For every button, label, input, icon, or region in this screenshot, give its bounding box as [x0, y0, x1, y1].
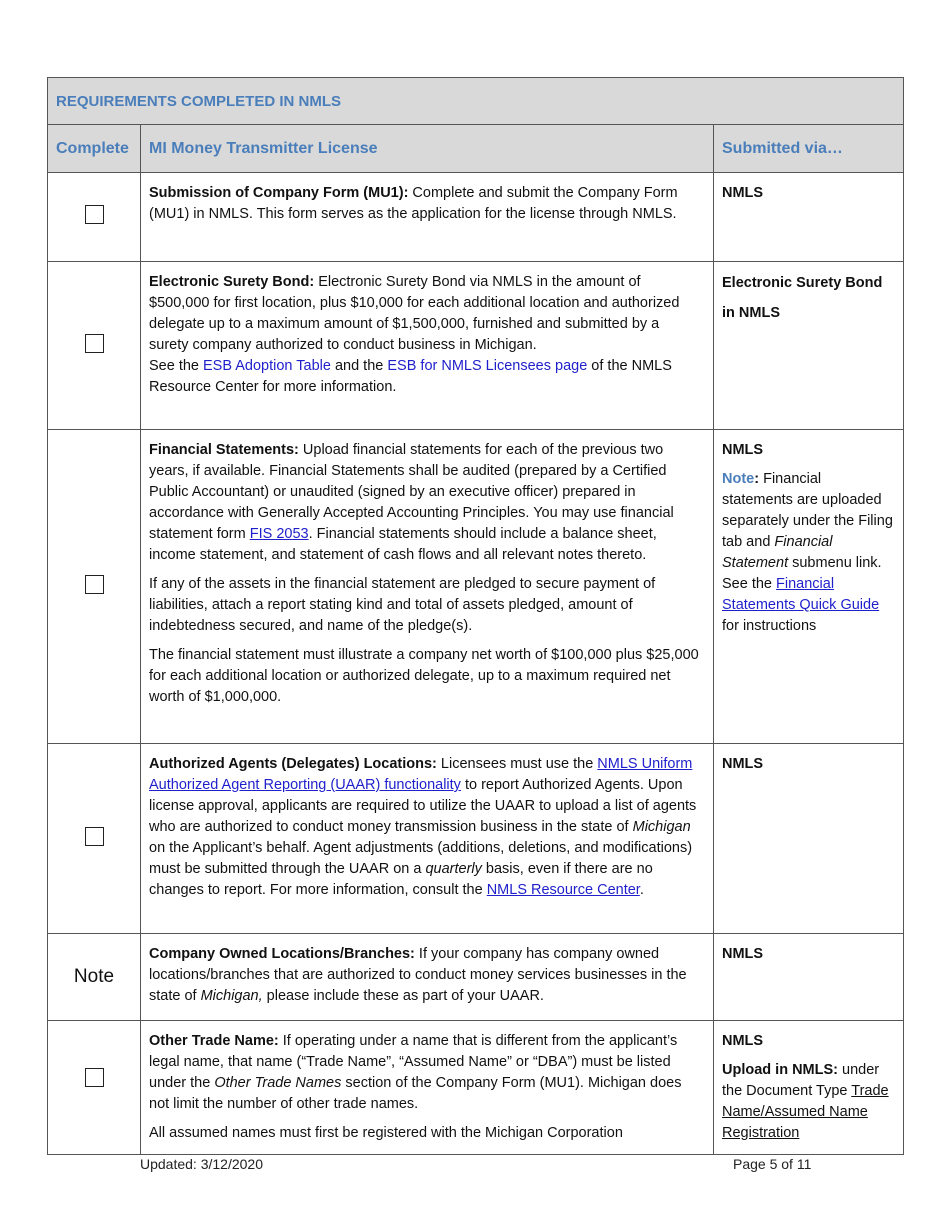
table-row — [48, 173, 904, 262]
complete-checkbox[interactable] — [85, 205, 104, 224]
complete-checkbox[interactable] — [85, 334, 104, 353]
submitted-via: NMLS — [714, 173, 904, 262]
complete-checkbox[interactable] — [85, 575, 104, 594]
fis-2053-link[interactable]: FIS 2053 — [249, 526, 309, 542]
requirement-text: Company Owned Locations/Branches: If your company has company owned locations/branches that are authorized to conduct money services businesses in the state of Michigan, please include these as part of your UAAR. — [141, 934, 714, 1021]
financial-statements-quick-guide-link[interactable]: Financial Statements Quick Guide — [722, 576, 880, 613]
nmls-uaar-link[interactable]: NMLS Uniform Authorized Agent Reporting (UAAR) functionality — [149, 756, 693, 793]
requirement-text: Submission of Company Form (MU1): Complete and submit the Company Form (MU1) in NMLS. This form serves as the application for the license through NMLS. — [141, 173, 714, 262]
submitted-via: NMLS Note: Financial statements are uploaded separately under the Filing tab and Financial Statement submenu link. See the Financial Statements Quick Guide for instructions — [714, 430, 904, 744]
footer-page-number: Page 5 of 11 — [733, 1156, 812, 1172]
table-row — [48, 744, 904, 934]
column-header-license: MI Money Transmitter License — [141, 125, 714, 173]
table-row — [48, 262, 904, 430]
requirement-text: Authorized Agents (Delegates) Locations: Licensees must use the NMLS Uniform Authorized Agent Reporting (UAAR) functionality to report Authorized Agents. Upon license approval, applicants are required to utilize the UAAR to upload a list of agents who are authorized to conduct money transmission business in the state of Michigan on the Applicant’s behalf. Agent adjustments (additions, deletions, and modifications) must be submitted through the UAAR on a quarterly basis, even if there are no changes to report. For more information, consult the NMLS Resource Center. — [141, 744, 714, 934]
table-title-row — [48, 78, 904, 125]
nmls-resource-center-link[interactable]: NMLS Resource Center — [486, 882, 640, 898]
table-row — [48, 430, 904, 744]
complete-checkbox[interactable] — [85, 1068, 104, 1087]
complete-checkbox[interactable] — [85, 827, 104, 846]
footer-updated: Updated: 3/12/2020 — [140, 1156, 263, 1172]
column-header-complete: Complete — [48, 125, 141, 173]
submitted-via: Electronic Surety Bond in NMLS — [714, 262, 904, 430]
requirement-text: Other Trade Name: If operating under a name that is different from the applicant’s legal name, that name (“Trade Name”, “Assumed Name” or “DBA”) must be listed under the Other Trade Names section of the Company Form (MU1). Michigan does not limit the number of other trade names. All assumed names must first be registered with the Michigan Corporation — [141, 1021, 714, 1155]
submitted-via: NMLS — [714, 744, 904, 934]
requirement-text: Financial Statements: Upload financial statements for each of the previous two years, if available. Financial Statements shall be audited (prepared by a Certified Public Accountant) or unaudited (signed by an executive officer) prepared in accordance with Generally Accepted Accounting Principles. You may use financial statement form FIS 2053. Financial statements should include a balance sheet, income statement, and statement of cash flows and all relevant notes thereto. If any of the assets in the financial statement are pledged to secure payment of liabilities, attach a report stating kind and total of assets pledged, amount of indebtedness secured, and name of the pledge(s). The financial statement must illustrate a company net worth of $100,000 plus $25,000 for each additional location or authorized delegate, up to a maximum required net worth of $1,000,000. — [141, 430, 714, 744]
column-header-via: Submitted via… — [714, 125, 904, 173]
table-row — [48, 1021, 904, 1155]
esb-adoption-table-link[interactable]: ESB Adoption Table — [203, 358, 331, 374]
requirement-text: Electronic Surety Bond: Electronic Surety Bond via NMLS in the amount of $500,000 for first location, plus $10,000 for each additional location and authorized delegate up to a maximum amount of $1,500,000, furnished and submitted by a surety company authorized to conduct business in Michigan. See the ESB Adoption Table and the ESB for NMLS Licensees page of the NMLS Resource Center for more information. — [141, 262, 714, 430]
submitted-via: NMLS — [714, 934, 904, 1021]
table-title: REQUIREMENTS COMPLETED IN NMLS — [48, 78, 904, 125]
requirements-table — [47, 77, 904, 1155]
column-header-row — [48, 125, 904, 173]
esb-licensees-page-link[interactable]: ESB for NMLS Licensees page — [387, 358, 588, 374]
note-label: Note — [73, 966, 115, 987]
submitted-via: NMLS Upload in NMLS: under the Document Type Trade Name/Assumed Name Registration — [714, 1021, 904, 1155]
table-row — [48, 934, 904, 1021]
